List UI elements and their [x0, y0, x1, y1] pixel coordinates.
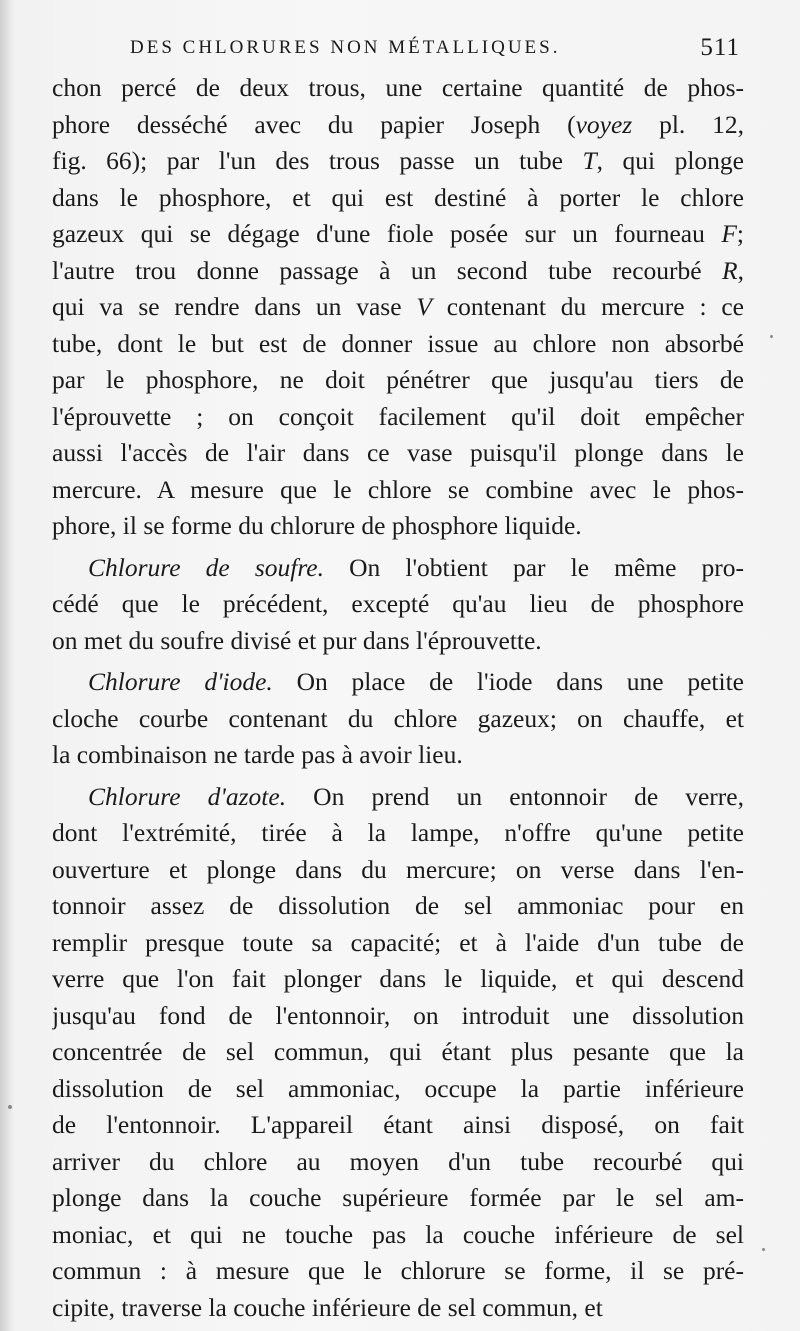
text-line [52, 664, 744, 701]
text-run: , [737, 255, 744, 285]
text-run: on met du soufre divisé et pur dans l'éprouvette. [52, 625, 542, 655]
text-line [52, 925, 744, 962]
text-line [52, 1253, 744, 1290]
text-run: ; [736, 219, 744, 248]
text-run: par le phosphore, ne doit pénétrer que jusqu'au tiers de [52, 365, 744, 394]
text-run: gazeux qui se dégage d'une fiole posée sur un fourneau [52, 219, 722, 248]
text-line [52, 623, 744, 660]
text-line [52, 779, 744, 816]
italic-text-run: V [416, 292, 432, 321]
text-run: phore desséché avec du papier Joseph ( [52, 109, 576, 139]
running-header [130, 34, 740, 67]
italic-text-run: Chlorure de soufre. [88, 552, 325, 582]
text-run: plonge dans la couche supérieure formée par le sel am- [52, 1183, 744, 1212]
running-title: DES CHLORURES NON MÉTALLIQUES. [130, 37, 561, 58]
text-line [52, 143, 744, 180]
italic-text-run: voyez [575, 109, 633, 139]
text-run: moniac, et qui ne touche pas la couche inférieure de sel [52, 1219, 744, 1249]
italic-text-run: Chlorure d'iode. [88, 667, 273, 696]
paragraph [52, 70, 744, 545]
text-run: On l'obtient par le même pro- [324, 552, 744, 582]
text-run: dissolution de sel ammoniac, occupe la partie inférieure [52, 1073, 744, 1103]
paragraph [52, 779, 744, 1327]
text-run: l'autre trou donne passage à un second tube recourbé [52, 255, 723, 285]
text-run: jusqu'au fond de l'entonnoir, on introduit une dissolution [52, 1000, 744, 1030]
text-run: de l'entonnoir. L'appareil étant ainsi disposé, on fait [52, 1110, 744, 1139]
text-run: arriver du chlore au moyen d'un tube recourbé qui [52, 1146, 744, 1176]
text-line [52, 1180, 744, 1217]
text-run: la combinaison ne tarde pas à avoir lieu. [52, 740, 463, 769]
text-line [52, 998, 744, 1035]
text-run: cédé que le précédent, excepté qu'au lieu de phosphore [52, 589, 744, 618]
text-line [52, 216, 744, 253]
text-run: concentrée de sel commun, qui étant plus pesante que la [52, 1037, 744, 1066]
text-line [52, 1071, 744, 1108]
text-run: On place de l'iode dans une petite [272, 667, 744, 696]
text-line [52, 326, 744, 363]
body-text [52, 70, 744, 1326]
text-line [52, 961, 744, 998]
text-line [52, 362, 744, 399]
text-line [52, 253, 744, 290]
text-line [52, 289, 744, 326]
text-line [52, 435, 744, 472]
text-line [52, 1290, 744, 1327]
text-run: commun : à mesure que le chlorure se forme, il se pré- [52, 1256, 744, 1285]
text-run: phore, il se forme du chlorure de phosphore liquide. [52, 511, 582, 540]
italic-text-run: R [722, 255, 738, 285]
page-number: 511 [700, 34, 740, 61]
text-line [52, 586, 744, 623]
text-run: contenant du mercure : ce [431, 292, 744, 321]
text-run: aussi l'accès de l'air dans ce vase puisqu'il plonge dans le [52, 438, 744, 467]
text-run: fig. 66); par l'un des trous passe un tube [52, 146, 583, 175]
italic-text-run: T [582, 146, 597, 175]
text-run: l'éprouvette ; on conçoit facilement qu'il doit empêcher [52, 401, 744, 431]
scan-speck [770, 335, 773, 338]
text-line [52, 399, 744, 436]
scan-speck [8, 1105, 12, 1109]
text-run: cipite, traverse la couche inférieure de sel commun, et [52, 1292, 603, 1322]
text-run: dont l'extrémité, tirée à la lampe, n'offre qu'une petite [52, 818, 744, 847]
text-run: qui va se rendre dans un vase [52, 292, 417, 321]
text-run: tonnoir assez de dissolution de sel ammoniac pour en [52, 891, 744, 920]
text-line [52, 508, 744, 545]
text-line [52, 888, 744, 925]
text-run: On prend un entonnoir de verre, [286, 781, 744, 811]
text-run: , qui plonge [596, 146, 744, 175]
text-line [52, 180, 744, 217]
text-run: remplir presque toute sa capacité; et à l'aide d'un tube de [52, 927, 744, 957]
italic-text-run: F [721, 219, 737, 248]
text-run: verre que l'on fait plonger dans le liquide, et qui descend [52, 964, 744, 993]
text-line [52, 815, 744, 852]
text-run: tube, dont le but est de donner issue au chlore non absorbé [52, 328, 744, 358]
text-line [52, 737, 744, 774]
text-run: pl. 12, [632, 109, 744, 139]
paragraph [52, 664, 744, 774]
text-run: mercure. A mesure que le chlore se combine avec le phos- [52, 474, 744, 504]
italic-text-run: Chlorure d'azote. [88, 781, 287, 811]
text-run: ouverture et plonge dans du mercure; on verse dans l'en- [52, 854, 744, 884]
text-line [52, 701, 744, 738]
text-line [52, 852, 744, 889]
text-line [52, 1144, 744, 1181]
text-line [52, 472, 744, 509]
scan-speck [762, 1248, 765, 1251]
text-line [52, 1217, 744, 1254]
text-run: chon percé de deux trous, une certaine quantité de phos- [52, 73, 744, 102]
text-line [52, 550, 744, 587]
text-line [52, 107, 744, 144]
paragraph [52, 550, 744, 660]
text-line [52, 1107, 744, 1144]
text-run: dans le phosphore, et qui est destiné à porter le chlore [52, 182, 744, 212]
text-line [52, 1034, 744, 1071]
text-line [52, 70, 744, 107]
text-run: cloche courbe contenant du chlore gazeux; on chauffe, et [52, 703, 744, 733]
